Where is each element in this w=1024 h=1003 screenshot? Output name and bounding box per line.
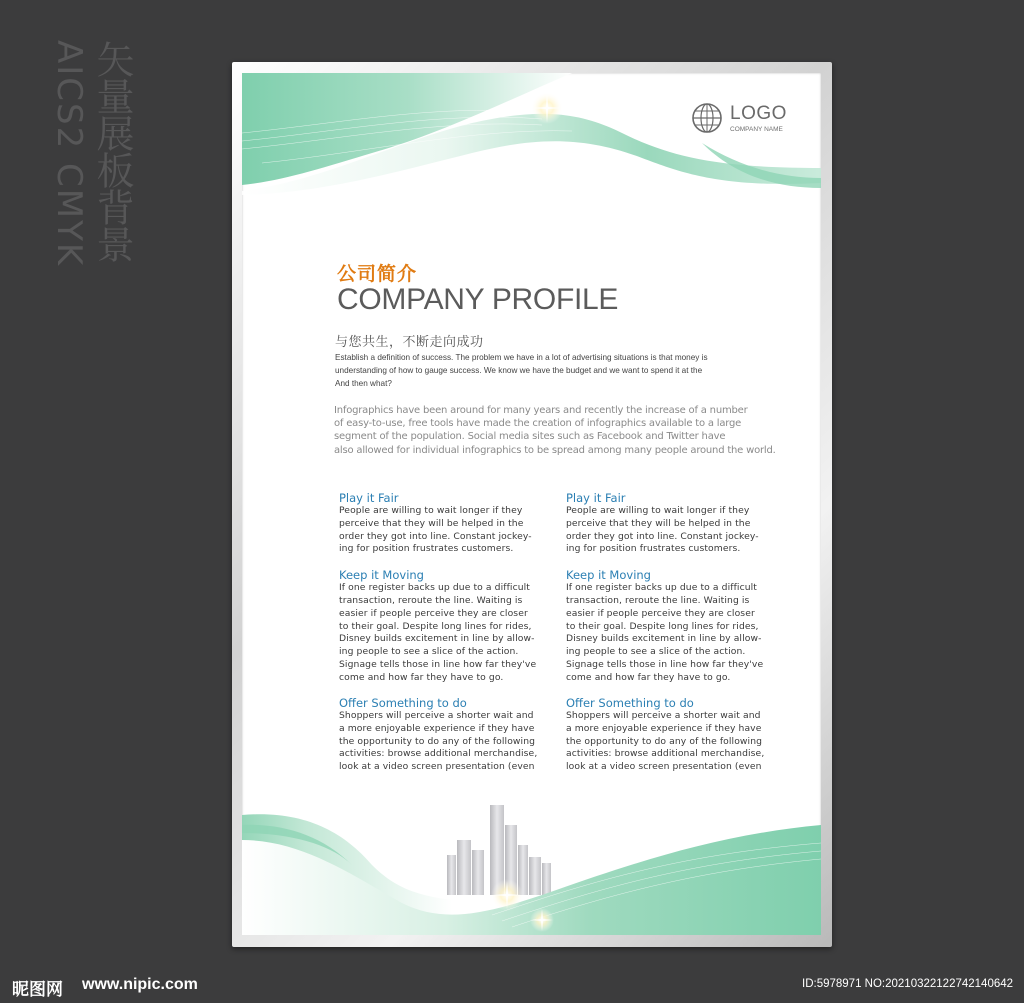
section-heading: Play it Fair (566, 491, 626, 505)
body-line: look at a video screen presentation (even (566, 761, 762, 773)
section-heading: Offer Something to do (339, 696, 467, 710)
body-line: come and how far they have to go. (339, 671, 504, 683)
section-heading: Keep it Moving (339, 568, 424, 583)
body-line: come and how far they have to go. (566, 671, 731, 683)
body-line: the opportunity to do any of the following (339, 735, 536, 747)
section-offer-something (566, 696, 776, 774)
cn-title: 公司简介 (337, 263, 418, 285)
body-line: Disney builds excitement in line by allow- (339, 633, 535, 645)
globe-icon (690, 101, 724, 135)
section-body (566, 710, 776, 774)
section-play-it-fair (566, 491, 776, 556)
poster-board (242, 73, 821, 935)
paragraph-line: segment of the population. Social media sites such as Facebook and Twitter have (334, 431, 726, 443)
paragraph-line: of easy-to-use, free tools have made the creation of infographics available to a large (334, 418, 742, 430)
body-line: to their goal. Despite long lines for rides, (566, 620, 759, 632)
body-line: transaction, reroute the line. Waiting is (339, 594, 523, 606)
section-body (339, 582, 549, 684)
company-logo (690, 101, 800, 141)
section-offer-something (339, 696, 549, 774)
body-line: Shoppers will perceive a shorter wait and (566, 710, 761, 721)
body-line: the opportunity to do any of the following (566, 735, 763, 747)
section-body (339, 505, 549, 556)
intro-line: And then what? (335, 378, 392, 388)
section-play-it-fair (339, 491, 549, 556)
body-line: People are willing to wait longer if they (339, 505, 523, 516)
body-line: look at a video screen presentation (even (339, 761, 535, 773)
body-line: Signage tells those in line how far they've (566, 658, 764, 670)
bottom-wave-graphic (242, 795, 821, 935)
logo-title: LOGO (730, 103, 787, 124)
body-line: perceive that they will be helped in the (566, 517, 751, 529)
logo-subtitle: COMPANY NAME (730, 126, 783, 133)
left-column (339, 491, 549, 697)
watermark-url: www.nipic.com (82, 976, 198, 993)
body-line: ing for position frustrates customers. (339, 543, 514, 555)
section-heading: Keep it Moving (566, 568, 651, 583)
right-column (566, 491, 776, 697)
intro-line: understanding of how to gauge success. We know we have the budget and we want to spend it at the (335, 365, 703, 375)
section-keep-it-moving (339, 568, 549, 684)
section-heading: Play it Fair (339, 491, 399, 505)
body-line: activities: browse additional merchandise, (339, 748, 538, 760)
body-line: a more enjoyable experience if they have (339, 722, 535, 734)
watermark-id: ID:5978971 NO:20210322122742140642 (802, 978, 1014, 990)
body-line: activities: browse additional merchandise, (566, 748, 765, 760)
body-line: Disney builds excitement in line by allow- (566, 633, 762, 645)
body-line: ing for position frustrates customers. (566, 543, 741, 555)
body-paragraph (334, 404, 789, 457)
section-body (566, 505, 776, 556)
side-label-en: AICS2 CMYK (49, 40, 89, 268)
body-line: a more enjoyable experience if they have (566, 722, 762, 734)
en-title: COMPANY PROFILE (337, 283, 619, 316)
top-wave-graphic (242, 73, 821, 213)
body-line: easier if people perceive they are closer (566, 607, 755, 619)
body-line: If one register backs up due to a difficult (339, 582, 531, 594)
paragraph-line: Infographics have been around for many years and recently the increase of a number (334, 405, 748, 416)
intro-line: Establish a definition of success. The problem we have in a lot of advertising situations is that money is (335, 353, 708, 362)
section-body (566, 582, 776, 684)
body-line: to their goal. Despite long lines for rides, (339, 620, 532, 632)
side-label-cn: 矢量展板背景 (90, 40, 134, 262)
body-line: easier if people perceive they are closer (339, 607, 528, 619)
body-line: perceive that they will be helped in the (339, 517, 524, 529)
section-body (339, 710, 549, 774)
slogan: 与您共生，不断走向成功 (335, 335, 484, 350)
paragraph-line: also allowed for individual infographics to be spread among many people around the world. (334, 444, 776, 456)
body-line: Shoppers will perceive a shorter wait and (339, 710, 534, 721)
intro-text (335, 352, 785, 390)
body-line: People are willing to wait longer if they (566, 505, 750, 516)
body-line: transaction, reroute the line. Waiting is (566, 594, 750, 606)
section-keep-it-moving (566, 568, 776, 684)
body-line: If one register backs up due to a difficult (566, 582, 758, 594)
body-line: order they got into line. Constant jockey- (566, 530, 759, 542)
body-line: ing people to see a slice of the action. (566, 646, 746, 658)
body-line: Signage tells those in line how far they've (339, 658, 537, 670)
body-line: ing people to see a slice of the action. (339, 646, 519, 658)
section-heading: Offer Something to do (566, 696, 694, 710)
watermark-brand: 昵图网 (12, 980, 63, 1000)
body-line: order they got into line. Constant jockey- (339, 530, 532, 542)
